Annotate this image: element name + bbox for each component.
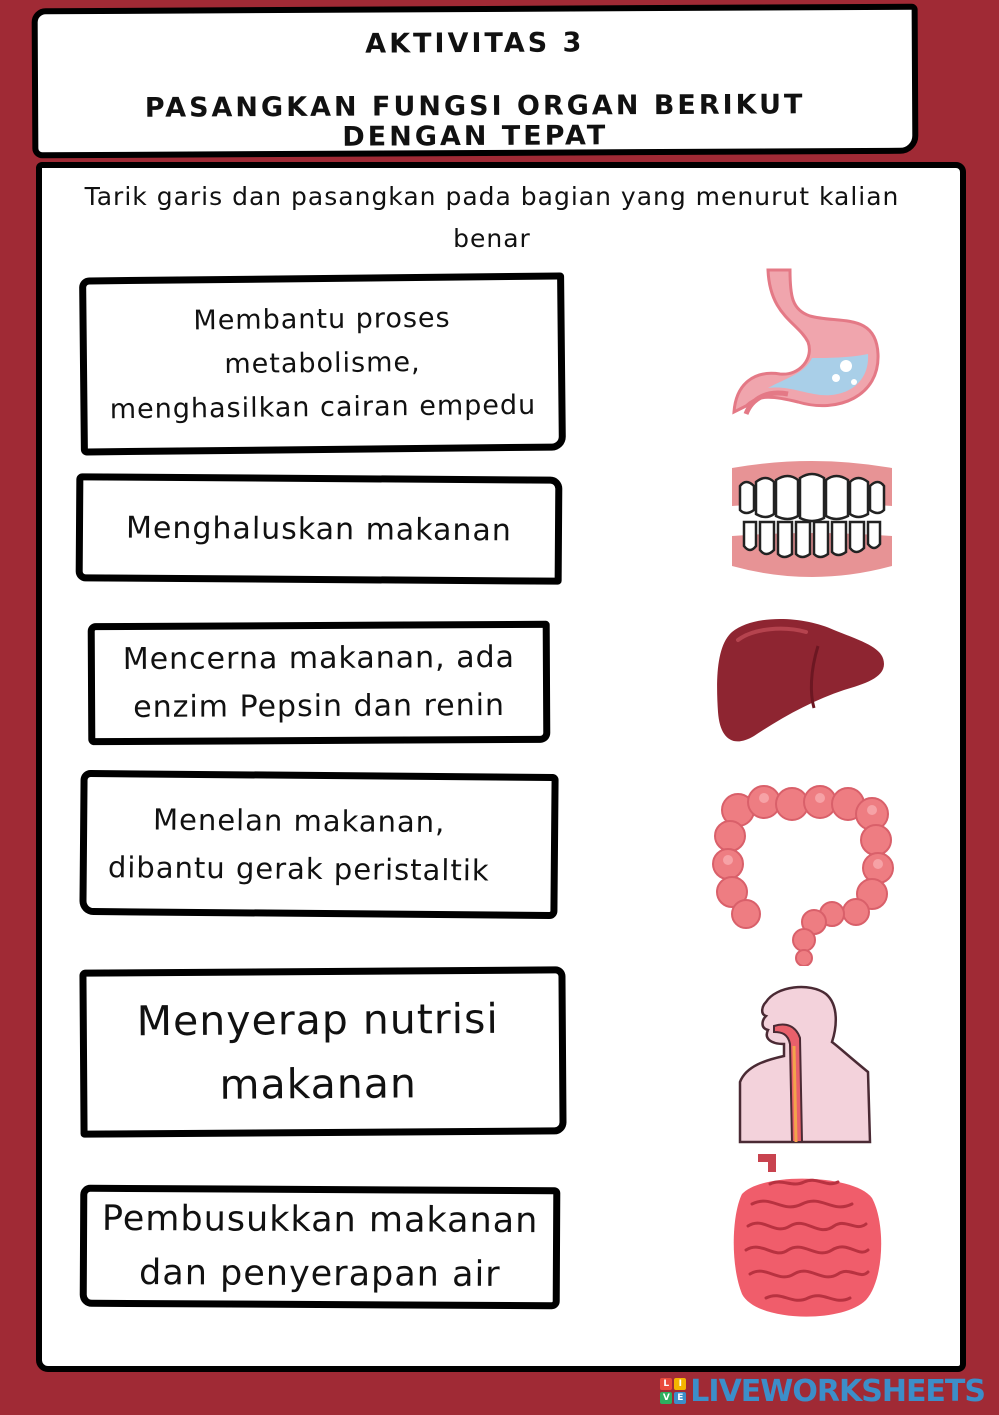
card-text: dibantu gerak peristaltik: [107, 849, 490, 887]
small-intestine-icon[interactable]: [722, 1154, 886, 1326]
card-text: Menyerap nutrisi: [136, 994, 500, 1046]
large-intestine-icon[interactable]: [712, 780, 896, 966]
activity-label: AKTIVITAS 3: [365, 27, 585, 60]
card-text: Pembusukkan makanan: [101, 1198, 539, 1242]
logo-letter: L: [660, 1378, 672, 1390]
logo-letter: I: [674, 1378, 686, 1390]
liver-icon[interactable]: [714, 612, 890, 744]
liveworksheets-logo-icon: [660, 1378, 686, 1404]
brand-text: LIVEWORKSHEETS: [690, 1373, 985, 1409]
teeth-icon[interactable]: [726, 460, 898, 582]
logo-letter: E: [674, 1392, 686, 1404]
esophagus-icon[interactable]: [736, 982, 872, 1144]
card-text: Membantu proses metabolisme,: [193, 302, 451, 381]
function-card-4[interactable]: [79, 770, 558, 919]
function-card-1[interactable]: [79, 272, 566, 455]
instruction-text: Tarik garis dan pasangkan pada bagian yang menurut kalian benar: [84, 182, 900, 253]
card-text: enzim Pepsin dan renin: [133, 688, 506, 725]
card-text: Mencerna makanan, ada: [122, 639, 516, 678]
stomach-icon[interactable]: [728, 266, 884, 418]
title-box: [32, 4, 919, 159]
logo-letter: V: [660, 1392, 672, 1404]
function-card-6[interactable]: [80, 1185, 561, 1310]
card-text: Menelan makanan,: [152, 802, 446, 839]
card-text: menghasilkan cairan empedu: [109, 389, 537, 426]
card-text: makanan: [219, 1059, 418, 1109]
page-title: PASANGKAN FUNGSI ORGAN BERIKUT DENGAN TEPAT: [144, 89, 806, 153]
liveworksheets-brand[interactable]: [660, 1373, 985, 1409]
function-card-2[interactable]: [76, 473, 563, 584]
function-card-3[interactable]: [88, 621, 551, 745]
card-text: Menghaluskan makanan: [125, 510, 513, 548]
card-text: dan penyerapan air: [138, 1253, 501, 1295]
function-card-5[interactable]: [79, 966, 566, 1137]
